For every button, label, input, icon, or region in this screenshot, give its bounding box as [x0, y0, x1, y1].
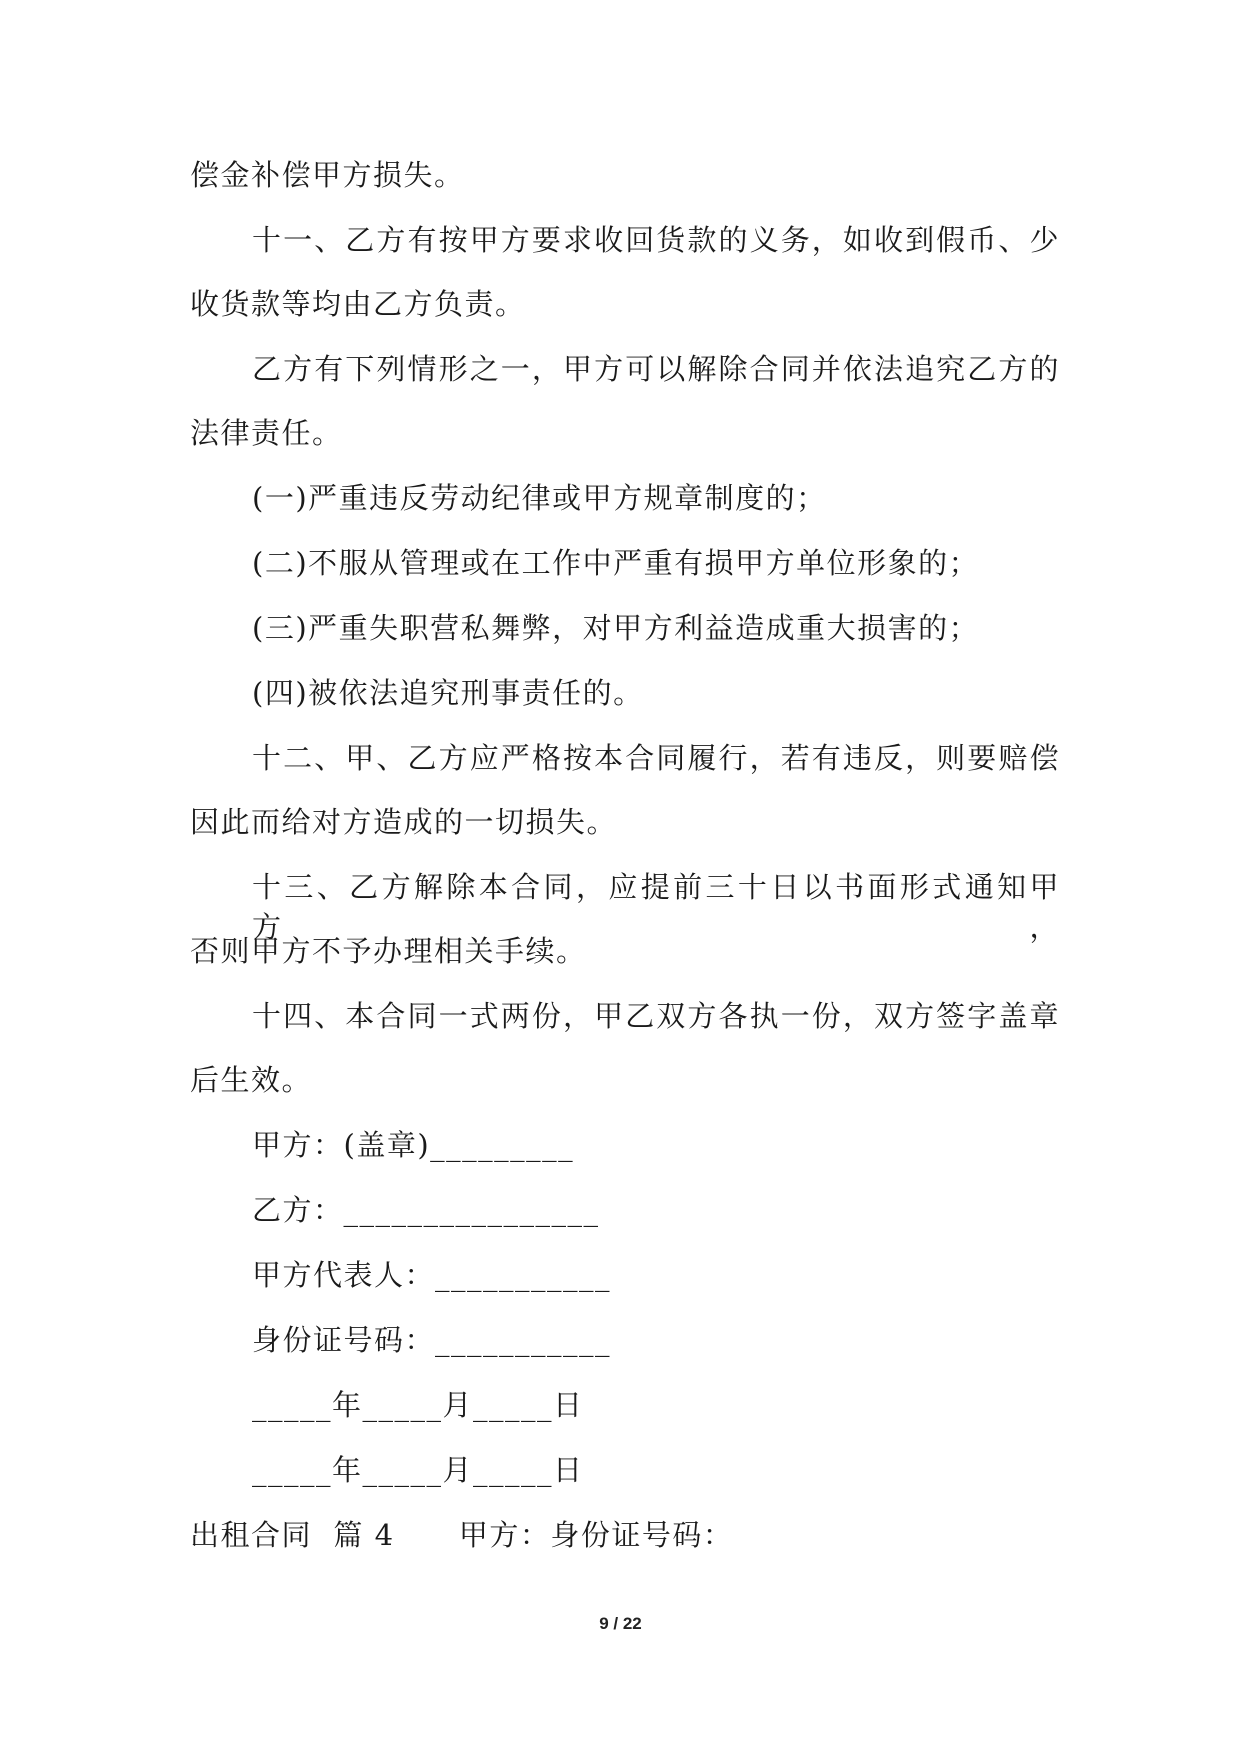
party-b-signature-line: 乙方：________________: [252, 1193, 600, 1227]
party-a-representative-line: 甲方代表人：___________: [252, 1258, 612, 1292]
list-item-2: (二)不服从管理或在工作中严重有损甲方单位形象的；: [252, 546, 980, 580]
clause-14-line-1: 十四、本合同一式两份，甲乙双方各执一份，双方签字盖章: [252, 999, 1060, 1033]
date-line-2: _____年_____月_____日: [252, 1453, 584, 1487]
termination-intro-line-2: 法律责任。: [190, 416, 343, 450]
id-number-line: 身份证号码：___________: [252, 1323, 612, 1357]
list-item-3: (三)严重失职营私舞弊，对甲方利益造成重大损害的；: [252, 611, 980, 645]
clause-12-line-1: 十二、甲、乙方应严格按本合同履行，若有违反，则要赔偿: [252, 741, 1060, 775]
clause-12-line-2: 因此而给对方造成的一切损失。: [190, 805, 618, 839]
party-a-signature-line: 甲方：(盖章)_________: [252, 1128, 575, 1162]
next-contract-heading: 出租合同 篇 4 甲方：身份证号码：: [190, 1518, 734, 1552]
document-body: [190, 155, 1060, 1555]
list-item-1: (一)严重违反劳动纪律或甲方规章制度的；: [252, 481, 827, 515]
termination-intro-line-1: 乙方有下列情形之一，甲方可以解除合同并依法追究乙方的: [252, 352, 1060, 386]
clause-11-line-1: 十一、乙方有按甲方要求收回货款的义务，如收到假币、少: [252, 223, 1060, 257]
clause-13-line-2: 否则甲方不予办理相关手续。: [190, 934, 587, 968]
clause-13-line-1: 十三、乙方解除本合同，应提前三十日以书面形式通知甲方，: [252, 870, 1060, 944]
clause-14-line-2: 后生效。: [190, 1063, 313, 1097]
date-line-1: _____年_____月_____日: [252, 1388, 584, 1422]
text-line: 偿金补偿甲方损失。: [190, 158, 465, 192]
list-item-4: (四)被依法追究刑事责任的。: [252, 676, 644, 710]
clause-11-line-2: 收货款等均由乙方负责。: [190, 287, 526, 321]
page-number: 9 / 22: [599, 1614, 642, 1633]
